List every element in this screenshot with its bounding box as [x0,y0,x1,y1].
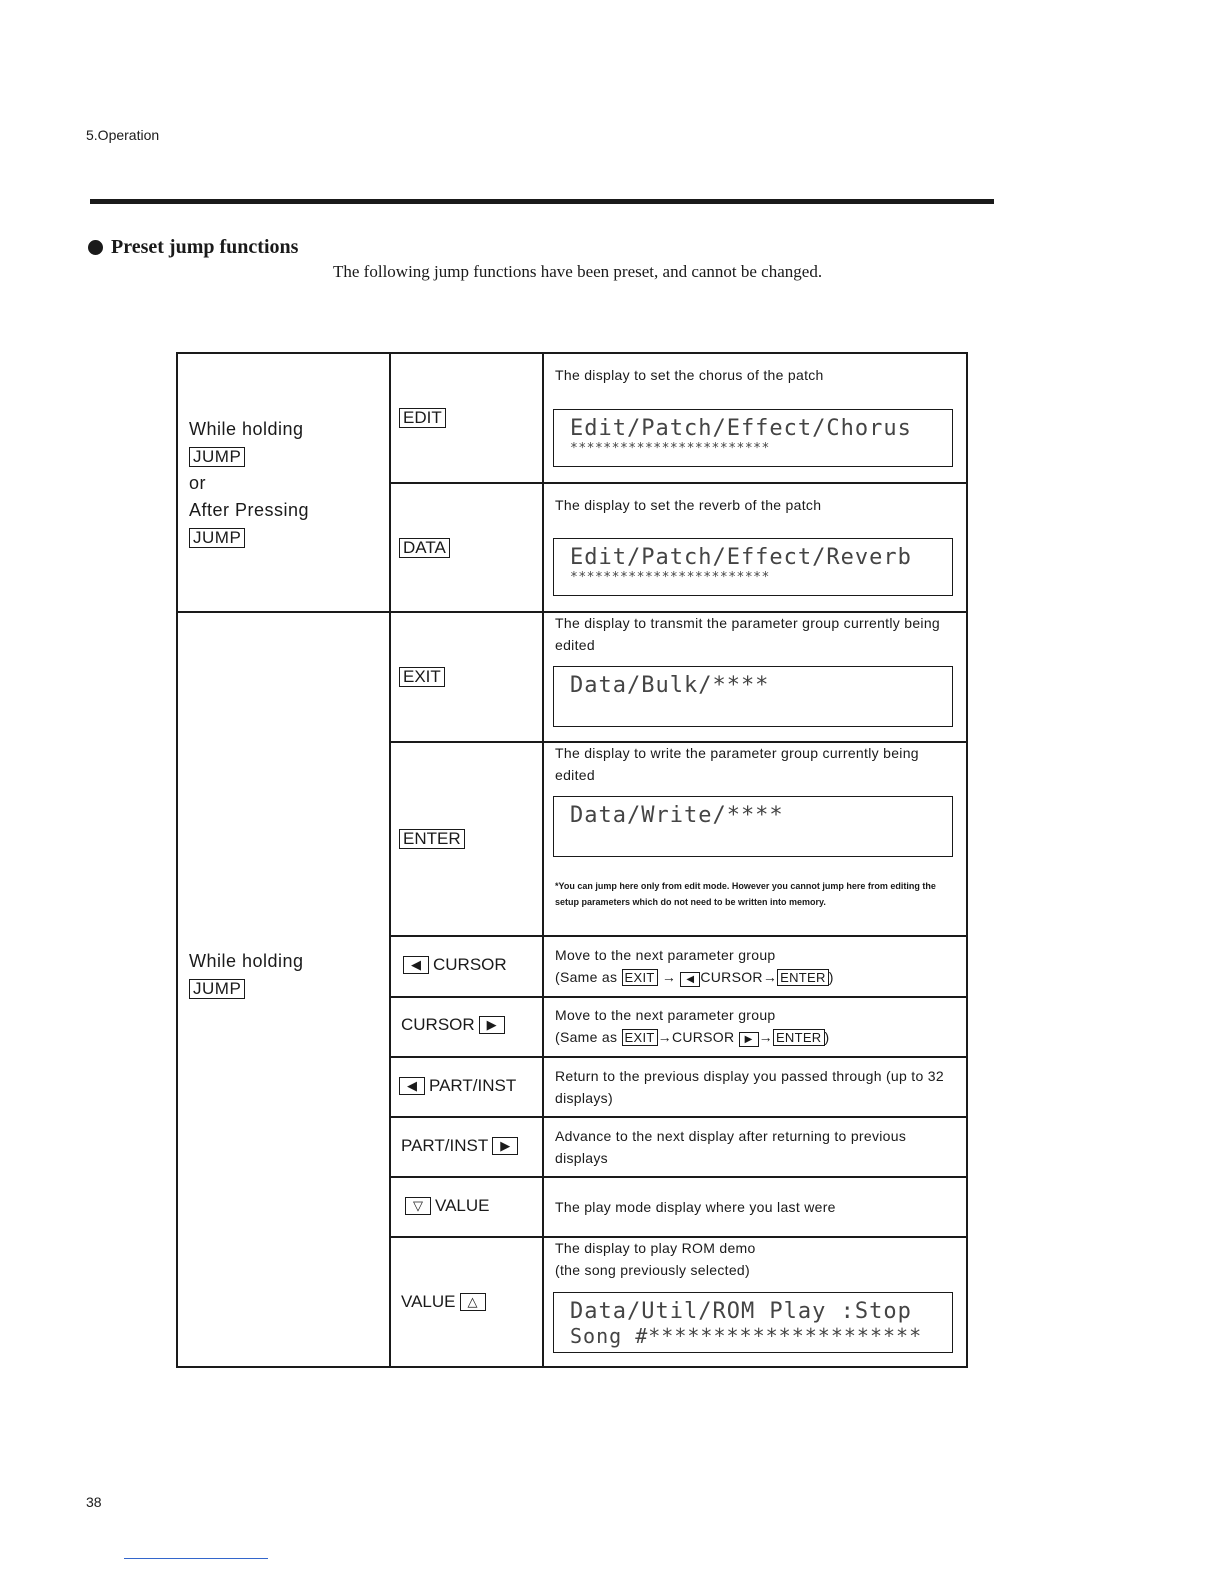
cursor-label: CURSOR [401,1015,475,1034]
left-arrow-icon: ◀ [680,972,700,987]
lcd-line-1: Data/Util/ROM Play :Stop [570,1299,912,1324]
lcd-line-1: Edit/Patch/Effect/Reverb [570,545,912,570]
desc-line-2: (the song previously selected) [555,1262,750,1278]
row-description: The display to write the parameter group currently being edited [555,745,919,783]
lcd-display [553,796,953,857]
page-number: 38 [86,1494,102,1510]
jump-key: JUMP [189,447,245,467]
lcd-line-1: Data/Write/**** [570,803,784,828]
right-arrow-icon: ▶ [479,1016,505,1034]
exit-key: EXIT [622,1029,658,1046]
enter-key: ENTER [773,1029,825,1046]
desc-line-2: (Same as EXIT → ◀ CURSOR→ ENTER ) [555,969,834,985]
table-row-part-inst-left [399,1076,516,1096]
condition-1 [189,416,309,551]
cursor-label: CURSOR [433,955,507,974]
exit-key: EXIT [399,667,445,687]
part-inst-label: PART/INST [401,1136,489,1155]
row-description [555,1004,960,1048]
enter-key: ENTER [399,829,465,849]
lcd-line-1: Edit/Patch/Effect/Chorus [570,416,912,441]
desc-line-1: Move to the next parameter group [555,1007,776,1023]
desc-line-1: The display to play ROM demo [555,1240,756,1256]
lcd-display [553,1292,953,1353]
lcd-display [553,538,953,596]
lcd-line-2: ************************ [570,570,770,585]
table-row-data [399,538,450,558]
edit-key: EDIT [399,408,446,428]
row-description: The display to set the reverb of the patch [555,497,822,513]
lcd-line-1: Data/Bulk/**** [570,673,770,698]
table-row-cursor-right [401,1015,505,1035]
table-row-cursor-left [403,955,507,975]
enter-key: ENTER [777,969,829,986]
row-note: *You can jump here only from edit mode. However you cannot jump here from editing the setup parameters which do not need to be written into memory. [555,881,936,907]
page-title-text: Preset jump functions [111,236,299,258]
page-subtitle: The following jump functions have been preset, and cannot be changed. [333,262,823,281]
jump-key: JUMP [189,528,245,548]
row-description: The play mode display where you last were [555,1199,836,1215]
value-label: VALUE [401,1292,456,1311]
row-description [555,1237,960,1281]
table-row-edit [399,408,446,428]
lcd-line-2: ************************ [570,441,770,456]
row-description [555,944,960,988]
row-description: The display to transmit the parameter group currently being edited [555,615,940,653]
table-row-exit [399,667,445,687]
part-inst-label: PART/INST [429,1076,517,1095]
header-rule [90,199,994,204]
condition-text: While holding [189,419,304,439]
lcd-display [553,666,953,727]
row-description: The display to set the chorus of the patch [555,367,824,383]
page-title [88,236,298,259]
desc-line-2: (Same as EXIT →CURSOR ▶ → ENTER ) [555,1029,830,1045]
table-row-enter [399,829,465,849]
condition-2 [189,948,304,1002]
value-label: VALUE [435,1196,490,1215]
down-arrow-icon: ▽ [405,1197,431,1215]
table-row-part-inst-right [401,1136,518,1156]
section-header: 5.Operation [86,127,160,143]
table-row-value-up [401,1292,486,1312]
row-description: Advance to the next display after returning to previous displays [555,1128,907,1166]
condition-text: While holding [189,951,304,971]
left-arrow-icon: ◀ [403,956,429,974]
up-arrow-icon: △ [460,1293,486,1311]
lcd-line-2: Song #********************* [570,1324,923,1348]
condition-text: or [189,473,207,493]
left-arrow-icon: ◀ [399,1077,425,1095]
condition-text: After Pressing [189,500,310,520]
desc-line-1: Move to the next parameter group [555,947,776,963]
lcd-display [553,409,953,467]
jump-key: JUMP [189,979,245,999]
table-row-value-down [405,1196,490,1216]
right-arrow-icon: ▶ [739,1032,759,1047]
bottom-divider [124,1558,268,1559]
data-key: DATA [399,538,450,558]
exit-key: EXIT [622,969,658,986]
bullet-icon [88,240,103,255]
row-description: Return to the previous display you passed through (up to 32 displays) [555,1068,944,1106]
right-arrow-icon: ▶ [492,1137,518,1155]
